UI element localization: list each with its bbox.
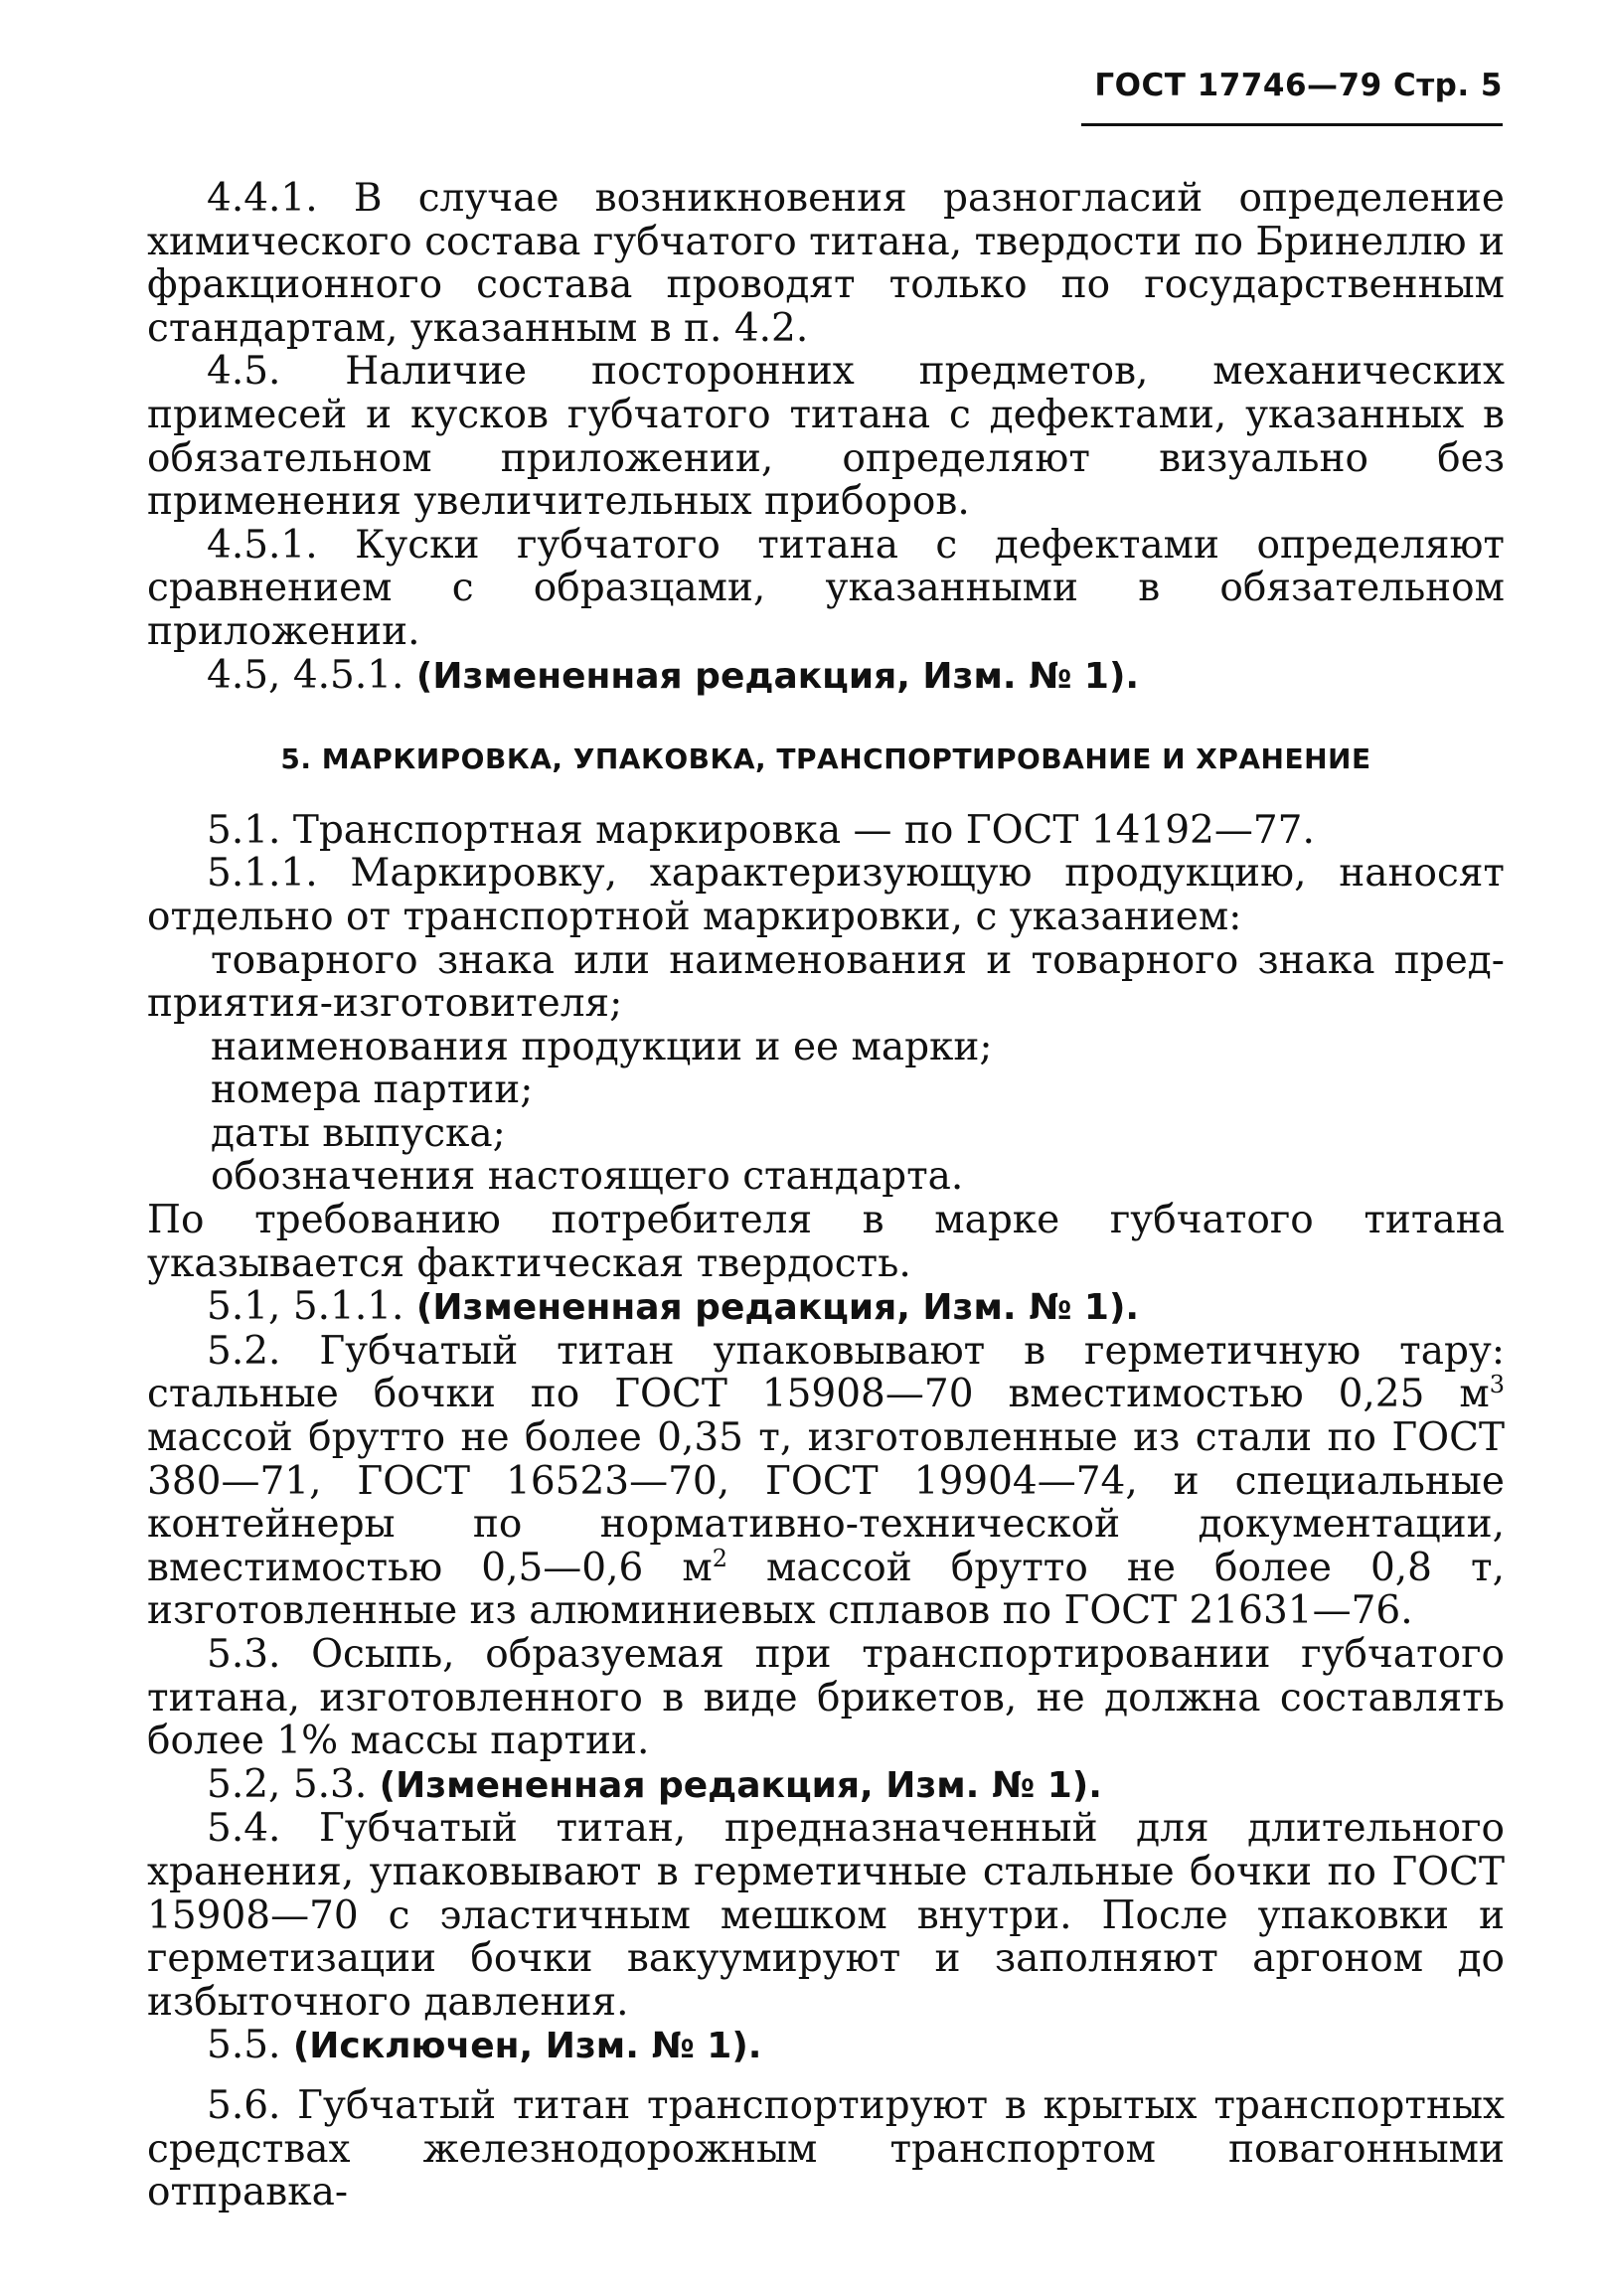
excluded-note: (Исключен, Изм. № 1). — [292, 2026, 762, 2067]
superscript-2: 2 — [712, 1544, 727, 1572]
amendment-note-4-5 — [147, 654, 1505, 699]
page-header: ГОСТ 17746—79 Стр. 5 — [1094, 68, 1503, 103]
paragraph-4-4-1: 4.4.1. В случае возникновения разногласий определение химического состава губчатого титана, твердости по Бринеллю и фракционного состава проводят только по государственным стандартам, указанным в п. 4.2. — [147, 176, 1505, 351]
paragraph-5-1-1: 5.1.1. Маркировку, характеризующую продукцию, наносят отдельно от транспортной маркировки, с указанием: — [147, 851, 1505, 939]
paragraph-5-3: 5.3. Осыпь, образуемая при транспортировании губчатого титана, изготовленного в виде брикетов, не должна составлять более 1% массы партии. — [147, 1632, 1505, 1764]
amendment-ref: 4.5, 4.5.1. — [207, 652, 404, 698]
paragraph-5-2-part-c: массой брутто не более 0,8 т, изготовленные из алюминиевых сплавов по ГОСТ 21631—76. — [147, 1545, 1505, 1634]
paragraph-5-2 — [147, 1330, 1505, 1633]
paragraph-request: По требованию потребителя в марке губчатого титана указывается фактическая твердость. — [147, 1198, 1505, 1286]
section-5-title: 5. МАРКИРОВКА, УПАКОВКА, ТРАНСПОРТИРОВАНИЕ И ХРАНЕНИЕ — [280, 742, 1371, 776]
paragraph-5-4: 5.4. Губчатый титан, предназначенный для длительного хранения, упаковывают в герметичные стальные бочки по ГОСТ 15908—70 с эластичным мешком внутри. После упаковки и герметизации бочки вакуумируют и заполняют аргоном до избыточного давления. — [147, 1806, 1505, 2025]
paragraph-5-5 — [147, 2024, 1505, 2068]
list-item: наименования продукции и ее марки; — [211, 1024, 993, 1069]
amendment-ref: 5.2, 5.3. — [207, 1761, 368, 1807]
list-item: обозначения настоящего стандарта. — [211, 1154, 964, 1200]
header-rule — [1081, 123, 1503, 126]
paragraph-ref: 5.5. — [207, 2023, 281, 2068]
amendment-text: (Измененная редакция, Изм. № 1). — [415, 655, 1140, 697]
list-item: товарного знака или наименования и товарного знака пред- — [211, 937, 1505, 983]
paragraph-5-1: 5.1. Транспортная маркировка — по ГОСТ 14192—77. — [207, 807, 1315, 853]
amendment-text: (Измененная редакция, Изм. № 1). — [415, 1287, 1140, 1329]
paragraph-4-5: 4.5. Наличие посторонних предметов, механических примесей и кусков губчатого титана с дефектами, указанных в обязательном приложении, определяют визуально без применения увеличительных приборов. — [147, 349, 1505, 525]
amendment-text: (Измененная редакция, Изм. № 1). — [379, 1764, 1102, 1806]
paragraph-4-5-1: 4.5.1. Куски губчатого титана с дефектами определяют сравнением с образцами, указанными в обязательном приложении. — [147, 522, 1505, 654]
paragraph-5-2-part-a: 5.2. Губчатый титан упаковывают в герметичную тару: стальные бочки по ГОСТ 15908—70 вместимостью 0,25 м — [147, 1328, 1505, 1417]
paragraph-5-6: 5.6. Губчатый титан транспортируют в крытых транспортных средствах железнодорожным транспортом повагонными отправка- — [147, 2082, 1505, 2215]
document-body — [147, 177, 1505, 2214]
amendment-note-5-2 — [147, 1763, 1505, 1808]
paragraph-5-2-part-b: массой брутто не более 0,35 т, изготовленные из стали по ГОСТ 380—71, ГОСТ 16523—70, ГОСТ 19904—74, и специальные контейнеры по нормативно-технической документации, вместимостью 0,5—0,6 м — [147, 1415, 1505, 1590]
list-item: номера партии; — [211, 1067, 534, 1113]
amendment-ref: 5.1, 5.1.1. — [207, 1284, 404, 1330]
list-item-continuation: приятия-изготовителя; — [147, 981, 623, 1027]
list-item: даты выпуска; — [211, 1110, 506, 1156]
superscript-3: 3 — [1489, 1371, 1505, 1399]
amendment-note-5-1 — [147, 1285, 1505, 1330]
spacer — [147, 2068, 1505, 2084]
